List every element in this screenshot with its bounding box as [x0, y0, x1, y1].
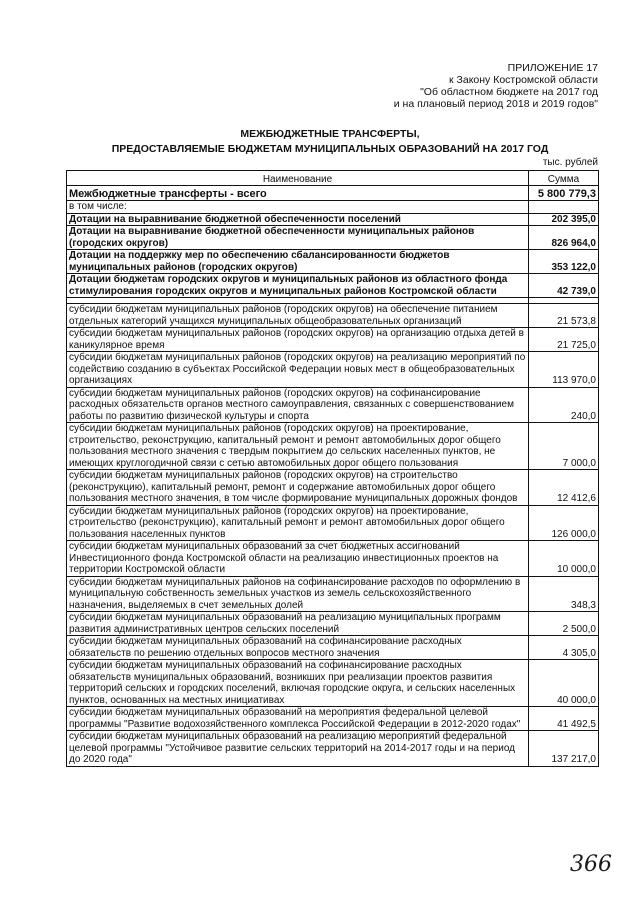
row-name: в том числе:: [67, 201, 529, 214]
table-row: [67, 707, 599, 731]
column-header-sum: Сумма: [529, 171, 599, 186]
row-name: субсидии бюджетам муниципальных районов (городских округов) на проектирование, строительство (реконструкцию), капитальный ремонт и ремонт автомобильных дорог общего пользования населенных пунктов: [67, 505, 529, 541]
row-sum: 10 000,0: [529, 541, 599, 577]
transfers-table: [66, 170, 599, 767]
row-sum: 348,3: [529, 576, 599, 612]
row-name: субсидии бюджетам муниципальных образований на реализацию муниципальных программ развития административных центров сельских поселений: [67, 612, 529, 636]
table-row-total: [67, 186, 599, 201]
row-sum: 21 573,8: [529, 304, 599, 328]
row-name: субсидии бюджетам муниципальных районов на софинансирование расходов по оформлению в муниципальную собственность земельных участков из земель сельскохозяйственного назначения, выделяемых в счет земельных долей: [67, 576, 529, 612]
table-row: [67, 660, 599, 707]
row-sum: 5 800 779,3: [529, 186, 599, 201]
row-name: субсидии бюджетам муниципальных образований за счет бюджетных ассигнований Инвестиционного фонда Костромской области на реализацию инвестиционных проектов на территории Костромской области: [67, 541, 529, 577]
row-name: Дотации бюджетам городских округов и муниципальных районов из областного фонда стимулирования городских округов и муниципальных районов Костромской области: [67, 274, 529, 298]
table-row: [67, 470, 599, 506]
table-row: [67, 328, 599, 352]
document-title: [60, 127, 600, 157]
table-row: [67, 731, 599, 767]
row-sum: 240,0: [529, 387, 599, 423]
row-name: субсидии бюджетам муниципальных образований на мероприятия федеральной целевой программы "Развитие водохозяйственного комплекса Российской Федерации в 2012-2020 годах": [67, 707, 529, 731]
appendix-line: ПРИЛОЖЕНИЕ 17: [507, 62, 598, 74]
row-name: субсидии бюджетам муниципальных образований на реализацию мероприятий федеральной целевой программы "Устойчивое развитие сельских территорий на 2014-2017 годы и на период до 2020 года": [67, 731, 529, 767]
table-row: [67, 213, 599, 226]
row-sum: 353 122,0: [529, 250, 599, 274]
row-name: субсидии бюджетам муниципальных районов (городских округов) на софинансирование расходных обязательств органов местного самоуправления, связанных с совершенствованием работы по развитию физической культуры и спорта: [67, 387, 529, 423]
table-row: [67, 250, 599, 274]
row-sum: 113 970,0: [529, 352, 599, 388]
table-row: [67, 274, 599, 298]
row-name: субсидии бюджетам муниципальных районов (городских округов) на проектирование, строительство, реконструкцию, капитальный ремонт и ремонт автомобильных дорог общего пользования местного значения с твердым покрытием до сельских населенных пунктов, не имеющих круглогодичной связи с сетью автомобильных дорог общего пользования: [67, 423, 529, 470]
table-row: [67, 541, 599, 577]
table-row: [67, 505, 599, 541]
appendix-header: [298, 62, 598, 110]
row-name: субсидии бюджетам муниципальных образований на софинансирование расходных обязательств муниципальных образований, возникших при реализации проектов развития территорий сельских и городских поселений, включая городские округа, и сельских населенных пунктов, основанных на местных инициативах: [67, 660, 529, 707]
row-sum: 41 492,5: [529, 707, 599, 731]
row-sum: 21 725,0: [529, 328, 599, 352]
row-sum: 42 739,0: [529, 274, 599, 298]
row-name: субсидии бюджетам муниципальных районов (городских округов) на организацию отдыха детей в каникулярное время: [67, 328, 529, 352]
table-row: [67, 612, 599, 636]
title-line: ПРЕДОСТАВЛЯЕМЫЕ БЮДЖЕТАМ МУНИЦИПАЛЬНЫХ ОБРАЗОВАНИЙ НА 2017 ГОД: [111, 143, 549, 155]
appendix-line: к Закону Костромской области: [449, 74, 598, 86]
row-sum: 4 305,0: [529, 636, 599, 660]
row-sum: 126 000,0: [529, 505, 599, 541]
row-name: субсидии бюджетам муниципальных образований на софинансирование расходных обязательств по решению отдельных вопросов местного значения: [67, 636, 529, 660]
row-name: Дотации на выравнивание бюджетной обеспеченности поселений: [67, 213, 529, 226]
page-number: 366: [570, 852, 612, 877]
table-row: [67, 226, 599, 250]
row-sum: [529, 201, 599, 214]
row-sum: 40 000,0: [529, 660, 599, 707]
row-name: Дотации на выравнивание бюджетной обеспеченности муниципальных районов (городских округов): [67, 226, 529, 250]
table-row: [67, 201, 599, 214]
row-name: субсидии бюджетам муниципальных районов (городских округов) на обеспечение питанием отдельных категорий учащихся муниципальных общеобразовательных организаций: [67, 304, 529, 328]
row-name: субсидии бюджетам муниципальных районов (городских округов) на строительство (реконструкцию), капитальный ремонт, ремонт и содержание автомобильных дорог общего пользования местного значения, в том числе формирование муниципальных дорожных фондов: [67, 470, 529, 506]
table-row: [67, 423, 599, 470]
table-row: [67, 352, 599, 388]
table-row: [67, 576, 599, 612]
table-row: [67, 304, 599, 328]
unit-label: тыс. рублей: [542, 157, 598, 168]
appendix-line: и на плановый период 2018 и 2019 годов": [393, 98, 598, 110]
table-header-row: [67, 171, 599, 186]
row-name: Дотации на поддержку мер по обеспечению сбалансированности бюджетов муниципальных районов (городских округов): [67, 250, 529, 274]
column-header-name: Наименование: [67, 171, 529, 186]
row-sum: 12 412,6: [529, 470, 599, 506]
row-name: субсидии бюджетам муниципальных районов (городских округов) на реализацию мероприятий по содействию созданию в субъектах Российской Федерации новых мест в общеобразовательных организациях: [67, 352, 529, 388]
title-line: МЕЖБЮДЖЕТНЫЕ ТРАНСФЕРТЫ,: [240, 128, 420, 140]
row-sum: 137 217,0: [529, 731, 599, 767]
row-sum: 202 395,0: [529, 213, 599, 226]
row-name: Межбюджетные трансферты - всего: [67, 186, 529, 201]
appendix-line: "Об областном бюджете на 2017 год: [420, 86, 598, 98]
row-sum: 7 000,0: [529, 423, 599, 470]
table-row: [67, 387, 599, 423]
table-row: [67, 636, 599, 660]
row-sum: 826 964,0: [529, 226, 599, 250]
row-sum: 2 500,0: [529, 612, 599, 636]
